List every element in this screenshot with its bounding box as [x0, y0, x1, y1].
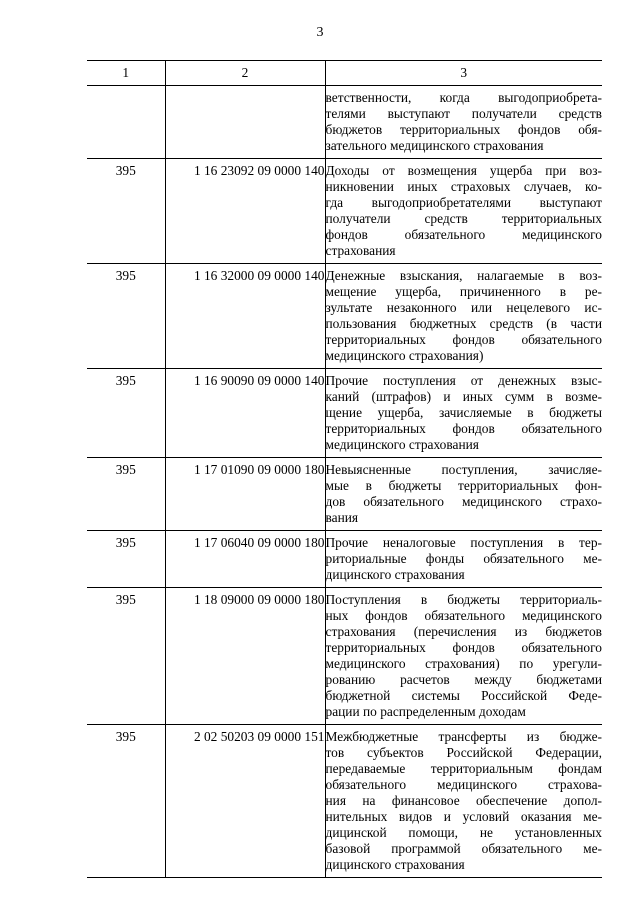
revenue-name-line: базовой программой обязательного ме- [325, 841, 602, 856]
revenue-name-line: телями выступают получатели средств [325, 106, 602, 121]
revenue-name-line: медицинского страхования) [325, 348, 484, 363]
revenue-name-line: дицинского страхования [325, 567, 465, 582]
revenue-name-line: зультате незаконного или нецелевого ис- [325, 300, 602, 315]
budget-classification-table [87, 60, 602, 878]
budget-code-cell: 1 16 23092 09 0000 140 [165, 159, 325, 264]
table-row [87, 159, 602, 264]
revenue-name-line: рованию расчетов между бюджетами [325, 672, 602, 687]
admin-code-cell: 395 [87, 458, 165, 531]
table-row [87, 588, 602, 725]
admin-code-cell: 395 [87, 159, 165, 264]
revenue-name-line: Межбюджетные трансферты из бюдже- [325, 729, 602, 744]
table-row [87, 458, 602, 531]
revenue-name-line: бюджетной системы Российской Феде- [325, 688, 602, 703]
revenue-name-line: дицинского страхования [325, 857, 465, 872]
revenue-name-line: Прочие поступления от денежных взыс- [325, 373, 602, 388]
table-row [87, 531, 602, 588]
admin-code-cell: 395 [87, 369, 165, 458]
revenue-name-line: страхования (перечисления из бюджетов [325, 624, 602, 639]
revenue-name-line: нительных видов и условий оказания ме- [325, 809, 602, 824]
header-col-1: 1 [87, 61, 165, 86]
revenue-name-cell [325, 588, 602, 725]
admin-code-cell: 395 [87, 588, 165, 725]
page-number: 3 [316, 25, 324, 40]
revenue-name-line: рации по распределенным доходам [325, 704, 526, 719]
revenue-name-line: ния на финансовое обеспечение допол- [325, 793, 602, 808]
revenue-name-line: фондов обязательного медицинского [325, 227, 602, 242]
table-header-row [87, 61, 602, 86]
admin-code-cell: 395 [87, 531, 165, 588]
revenue-name-cell [325, 86, 602, 159]
budget-code-cell [165, 86, 325, 159]
revenue-name-line: территориальных фондов обязательного [325, 332, 602, 347]
revenue-name-line: щение ущерба, зачисляемые в бюджеты [325, 405, 602, 420]
revenue-name-line: пользования бюджетных средств (в части [325, 316, 602, 331]
revenue-name-line: риториальные фонды обязательного ме- [325, 551, 602, 566]
revenue-name-cell [325, 725, 602, 878]
revenue-name-line: Прочие неналоговые поступления в тер- [325, 535, 602, 550]
revenue-name-line: зательного медицинского страхования [325, 138, 544, 153]
header-col-3: 3 [325, 61, 602, 86]
table-row [87, 86, 602, 159]
revenue-name-line: Поступления в бюджеты территориаль- [325, 592, 602, 607]
revenue-name-line: медицинского страхования) по урегули- [325, 656, 602, 671]
revenue-name-line: тов субъектов Российской Федерации, [325, 745, 602, 760]
revenue-name-cell [325, 159, 602, 264]
revenue-name-line: никновении иных страховых случаев, ко- [325, 179, 602, 194]
revenue-name-cell [325, 369, 602, 458]
revenue-name-cell [325, 458, 602, 531]
revenue-name-cell [325, 531, 602, 588]
revenue-name-line: ных фондов обязательного медицинского [325, 608, 602, 623]
table-row [87, 725, 602, 878]
budget-code-cell: 1 17 06040 09 0000 180 [165, 531, 325, 588]
revenue-name-cell [325, 264, 602, 369]
revenue-name-line: передаваемые территориальным фондам [325, 761, 602, 776]
revenue-name-line: каний (штрафов) и иных сумм в возме- [325, 389, 602, 404]
header-col-2: 2 [165, 61, 325, 86]
revenue-name-line: Денежные взыскания, налагаемые в воз- [325, 268, 602, 283]
admin-code-cell [87, 86, 165, 159]
revenue-name-line: мещение ущерба, причиненного в ре- [325, 284, 602, 299]
budget-code-cell: 2 02 50203 09 0000 151 [165, 725, 325, 878]
table-body [87, 86, 602, 878]
revenue-name-line: дов обязательного медицинского страхо- [325, 494, 602, 509]
revenue-name-line: Доходы от возмещения ущерба при воз- [325, 163, 602, 178]
revenue-name-line: территориальных фондов обязательного [325, 640, 602, 655]
revenue-name-line: вания [325, 510, 359, 525]
revenue-name-line: мые в бюджеты территориальных фон- [325, 478, 602, 493]
revenue-name-line: обязательного медицинского страхова- [325, 777, 602, 792]
revenue-name-line: территориальных фондов обязательного [325, 421, 602, 436]
admin-code-cell: 395 [87, 264, 165, 369]
revenue-name-line: ветственности, когда выгодоприобрета- [325, 90, 602, 105]
revenue-name-line: страхования [325, 243, 396, 258]
revenue-name-line: бюджетов территориальных фондов обя- [325, 122, 602, 137]
budget-code-cell: 1 16 90090 09 0000 140 [165, 369, 325, 458]
admin-code-cell: 395 [87, 725, 165, 878]
budget-code-cell: 1 17 01090 09 0000 180 [165, 458, 325, 531]
revenue-name-line: дицинской помощи, не установленных [325, 825, 602, 840]
revenue-name-line: получатели средств территориальных [325, 211, 602, 226]
revenue-name-line: Невыясненные поступления, зачисляе- [325, 462, 602, 477]
revenue-name-line: медицинского страхования [325, 437, 479, 452]
table-row [87, 369, 602, 458]
budget-code-cell: 1 18 09000 09 0000 180 [165, 588, 325, 725]
budget-code-cell: 1 16 32000 09 0000 140 [165, 264, 325, 369]
table-row [87, 264, 602, 369]
revenue-name-line: гда выгодоприобретателями выступают [325, 195, 602, 210]
